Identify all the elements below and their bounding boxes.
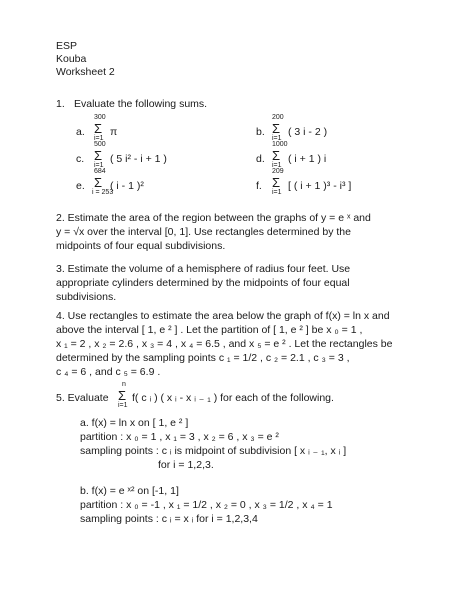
q1e-letter: e. (76, 180, 85, 192)
q1e-expression: ( i - 1 )² (110, 180, 144, 192)
q1e-lower-limit: i = 253 (92, 189, 114, 196)
q1d-sigma: Σ (272, 148, 281, 163)
q5a-line-2: partition : x ₀ = 1 , x ₁ = 3 , x ₂ = 6 , x ₃ = e ² (80, 431, 279, 443)
q1c-lower-limit: i=1 (94, 162, 104, 169)
q5-lower-limit: i=1 (118, 402, 128, 409)
q5-upper-limit: n (122, 381, 126, 388)
q1f-sigma: Σ (272, 175, 281, 190)
q1f-expression: [ ( i + 1 )³ - i³ ] (288, 180, 352, 192)
q1f-lower-limit: i=1 (272, 189, 282, 196)
q1d-upper-limit: 1000 (272, 141, 288, 148)
instructor-name: Kouba (56, 53, 87, 65)
q1d-expression: ( i + 1 ) i (288, 153, 327, 165)
q1d-letter: d. (256, 153, 265, 165)
q4-line-2: above the interval [ 1, e ² ] . Let the partition of [ 1, e ² ] be x ₀ = 1 , (56, 324, 363, 336)
q4-line-5: c ₄ = 6 , and c ₅ = 6.9 . (56, 366, 161, 378)
q1c-sigma: Σ (94, 148, 103, 163)
q1b-expression: ( 3 i - 2 ) (288, 126, 328, 138)
q5a-line-4: for i = 1,2,3. (158, 459, 214, 471)
q2-line-2: y = √x over the interval [0, 1]. Use rectangles determined by the (56, 226, 351, 238)
q1c-upper-limit: 500 (94, 141, 106, 148)
q1-prompt: Evaluate the following sums. (74, 98, 208, 110)
q3-line-1: 3. Estimate the volume of a hemisphere of radius four feet. Use (56, 263, 351, 275)
q4-line-1: 4. Use rectangles to estimate the area below the graph of f(x) = ln x and (56, 310, 390, 322)
q5b-line-3: sampling points : c ᵢ = x ᵢ for i = 1,2,3,4 (80, 513, 258, 525)
q4-line-4: determined by the sampling points c ₁ = 1/2 , c ₂ = 2.1 , c ₃ = 3 , (56, 352, 350, 364)
q1a-expression: π (110, 126, 118, 138)
q5a-line-3: sampling points : c ᵢ is midpoint of subdivision [ x ᵢ ₋ ₁, x ᵢ ] (80, 445, 347, 457)
q1b-lower-limit: i=1 (272, 135, 282, 142)
q2-line-1: 2. Estimate the area of the region between the graphs of y = e ˣ and (56, 212, 371, 224)
q1-number: 1. (56, 98, 65, 110)
q1f-letter: f. (256, 180, 262, 192)
q1b-letter: b. (256, 126, 265, 138)
q5b-line-2: partition : x ₀ = -1 , x ₁ = 1/2 , x ₂ = 0 , x ₃ = 1/2 , x ₄ = 1 (80, 499, 333, 511)
q1e-sigma: Σ (94, 175, 103, 190)
q1b-sigma: Σ (272, 121, 281, 136)
q5b-line-1: b. f(x) = e ˣ² on [-1, 1] (80, 485, 179, 497)
q5-lead: 5. Evaluate (56, 392, 109, 404)
q1d-lower-limit: i=1 (272, 162, 282, 169)
q1a-letter: a. (76, 126, 85, 138)
q3-line-2: appropriate cylinders determined by the midpoints of four equal (56, 277, 350, 289)
q5a-line-1: a. f(x) = ln x on [ 1, e ² ] (80, 417, 189, 429)
q1c-letter: c. (76, 153, 85, 165)
q5-sigma: Σ (118, 388, 127, 403)
q1a-upper-limit: 300 (94, 114, 106, 121)
q3-line-3: subdivisions. (56, 291, 117, 303)
course-code: ESP (56, 40, 78, 52)
worksheet-title: Worksheet 2 (56, 66, 115, 78)
q5-expression: f( c ᵢ ) ( x ᵢ - x ᵢ ₋ ₁ ) for each of the following. (132, 392, 334, 404)
q1c-expression: ( 5 i² - i + 1 ) (110, 153, 167, 165)
q4-line-3: x ₁ = 2 , x ₂ = 2.6 , x ₃ = 4 , x ₄ = 6.5 , and x ₅ = e ² . Let the rectangles be (56, 338, 393, 350)
q1a-lower-limit: i=1 (94, 135, 104, 142)
q2-line-3: midpoints of four equal subdivisions. (56, 240, 226, 252)
q1e-upper-limit: 684 (94, 168, 106, 175)
q1f-upper-limit: 209 (272, 168, 284, 175)
q1b-upper-limit: 200 (272, 114, 284, 121)
q1a-sigma: Σ (94, 121, 103, 136)
